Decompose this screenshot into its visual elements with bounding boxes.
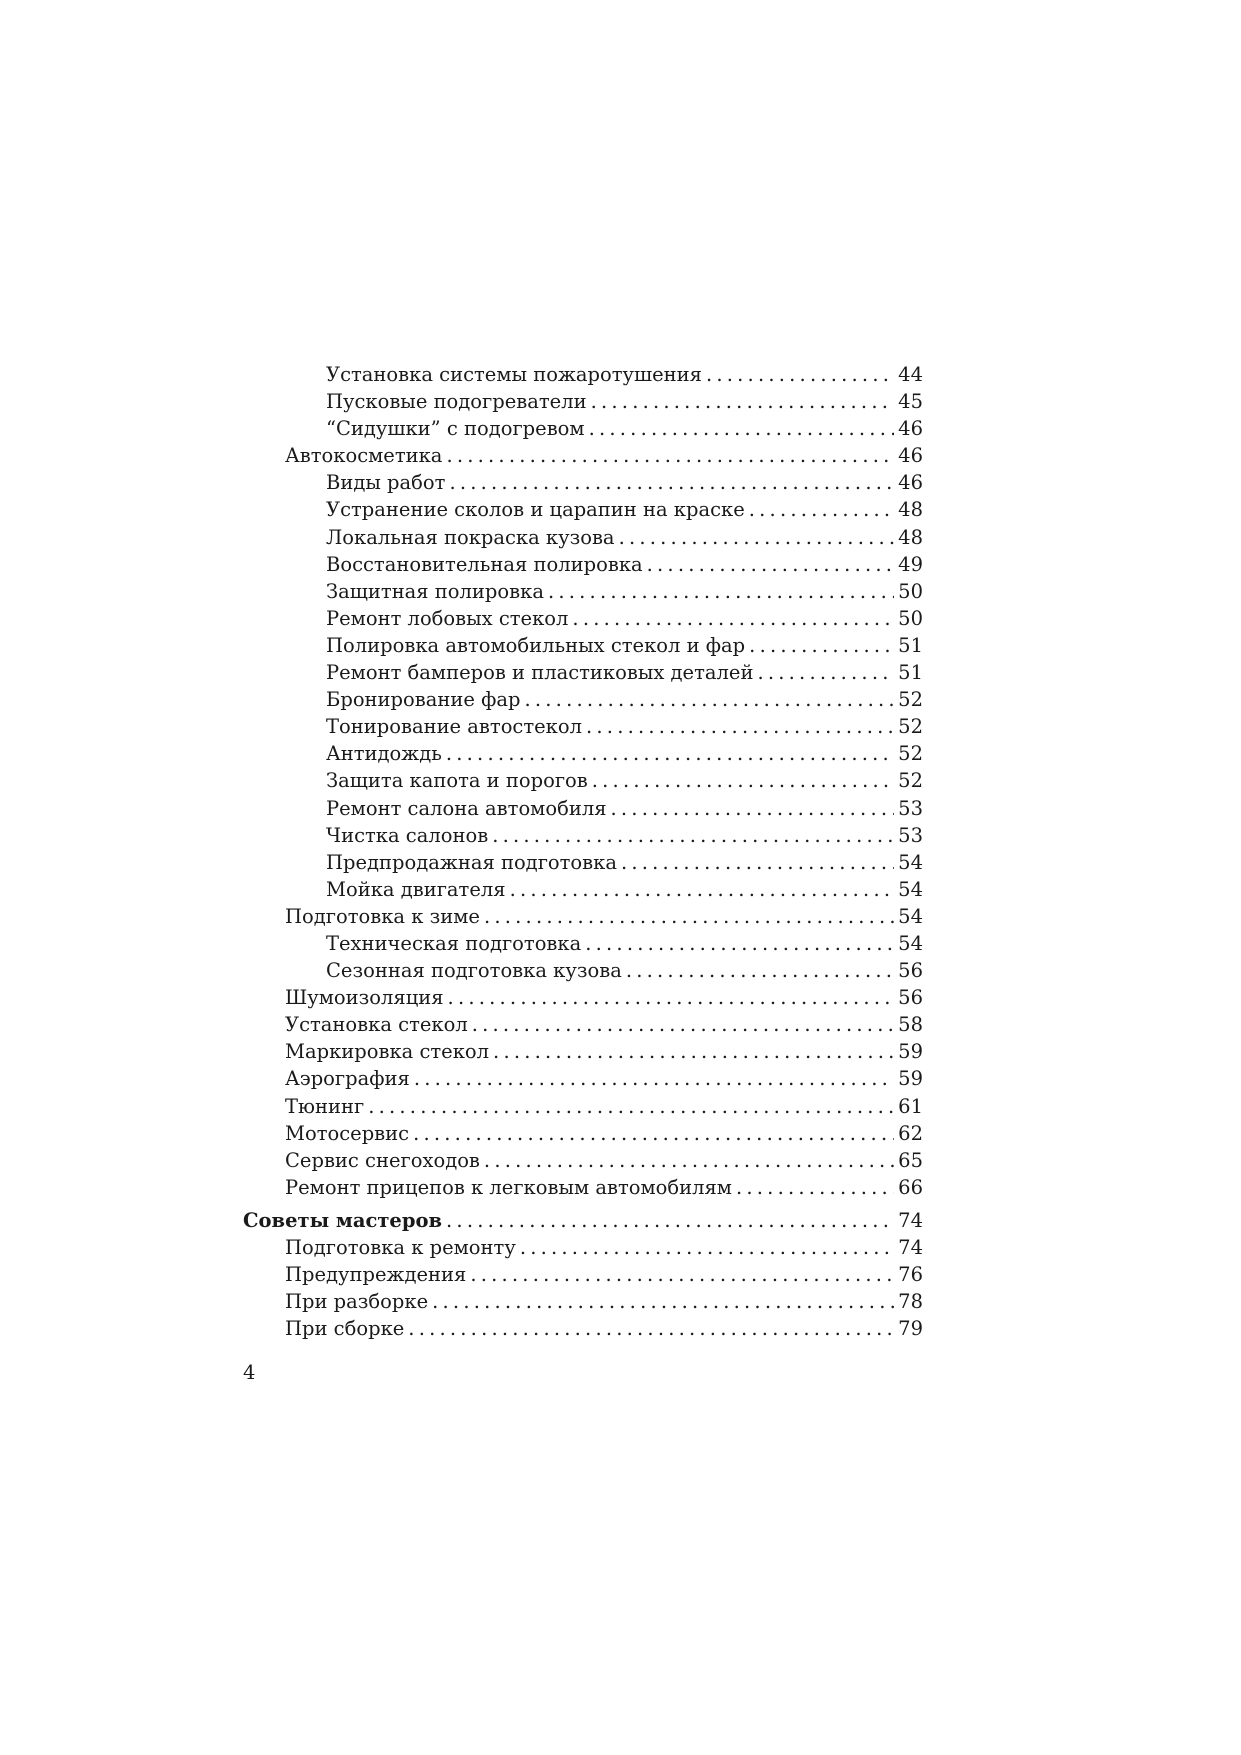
toc-entry-title: Бронирование фар [326,688,521,712]
toc-leader-dots [493,1038,894,1065]
toc-leader-dots [446,442,894,469]
toc-entry[interactable] [243,1120,923,1147]
toc-entry-page: 46 [898,444,923,468]
toc-entry-page: 62 [898,1121,923,1145]
toc-entry-page: 59 [898,1067,923,1091]
toc-entry-title: Аэрография [285,1067,410,1091]
toc-leader-dots [548,578,894,605]
toc-entry-page: 76 [898,1263,923,1287]
toc-entry[interactable] [243,1093,923,1120]
toc-entry-page: 54 [898,931,923,955]
toc-entry-title: Предупреждения [285,1263,467,1287]
toc-entry-page: 51 [898,633,923,657]
toc-entry-title: Тонирование автостекол [326,715,582,739]
toc-entry[interactable] [243,713,923,740]
toc-leader-dots [449,469,894,496]
toc-leader-dots [611,795,895,822]
toc-entry-page: 65 [898,1148,923,1172]
toc-leader-dots [472,1011,894,1038]
toc-entry-title: При сборке [285,1317,405,1341]
toc-entry[interactable] [243,1147,923,1174]
toc-entry-title: Тюнинг [285,1094,365,1118]
toc-entry[interactable] [243,442,923,469]
toc-leader-dots [572,605,894,632]
toc-entry[interactable] [243,551,923,578]
toc-entry-page: 46 [898,417,923,441]
toc-entry[interactable] [243,469,923,496]
toc-section-title: Советы мастеров [243,1208,443,1232]
toc-entry[interactable] [243,659,923,686]
toc-leader-dots [446,1207,894,1234]
toc-entry-title: Виды работ [326,471,446,495]
toc-entry-title: Мойка двигателя [326,877,506,901]
toc-leader-dots [484,1147,894,1174]
toc-entry-title: Чистка салонов [326,823,489,847]
toc-entry-title: “Сидушки” с подогревом [326,417,585,441]
toc-entry[interactable] [243,740,923,767]
toc-leader-dots [585,930,894,957]
toc-entry[interactable] [243,1288,923,1315]
toc-entry[interactable] [243,1011,923,1038]
toc-entry-page: 52 [898,688,923,712]
toc-leader-dots [592,767,894,794]
toc-entry-title: Установка системы пожаротушения [326,363,702,386]
toc-leader-dots [492,822,894,849]
toc-entry-page: 48 [898,498,923,522]
toc-entry-title: Мотосервис [285,1121,410,1145]
toc-entry[interactable] [243,822,923,849]
toc-leader-dots [621,849,894,876]
toc-entry-title: Сезонная подготовка кузова [326,959,622,983]
toc-entry[interactable] [243,605,923,632]
toc-entry-page: 48 [898,525,923,549]
toc-leader-dots [586,713,894,740]
toc-entry-page: 56 [898,986,923,1010]
toc-entry-title: Автокосметика [285,444,443,468]
toc-leader-dots [413,1120,894,1147]
toc-entry-title: Локальная покраска кузова [326,525,615,549]
toc-leader-dots [589,415,895,442]
toc-entry-title: Полировка автомобильных стекол и фар [326,633,746,657]
toc-entry-page: 53 [898,796,923,820]
toc-entry-page: 58 [898,1013,923,1037]
toc-entry-title: Восстановительная полировка [326,552,643,576]
toc-entry[interactable] [243,957,923,984]
toc-entry-page: 79 [898,1317,923,1341]
toc-entry-title: Устранение сколов и царапин на краске [326,498,745,522]
toc-leader-dots [510,876,895,903]
toc-entry-title: Пусковые подогреватели [326,390,587,414]
toc-leader-dots [470,1261,894,1288]
toc-leader-dots [368,1093,894,1120]
toc-entry-page: 45 [898,390,923,414]
toc-leader-dots [591,388,895,415]
toc-entry-page: 54 [898,877,923,901]
toc-entry-page: 66 [898,1175,923,1199]
toc-entry[interactable] [243,1065,923,1092]
toc-entry[interactable] [243,388,923,415]
toc-entry[interactable] [243,767,923,794]
table-of-contents [243,361,923,1342]
toc-entry[interactable] [243,524,923,551]
toc-entry-title: Ремонт лобовых стекол [326,606,569,630]
toc-leader-dots [706,361,894,388]
toc-entry-page: 54 [898,850,923,874]
toc-leader-dots [626,957,894,984]
toc-entry-title: Установка стекол [285,1013,468,1037]
toc-entry-page: 50 [898,579,923,603]
toc-entry[interactable] [243,632,923,659]
toc-leader-dots [736,1174,894,1201]
toc-leader-dots [757,659,894,686]
toc-entry-title: Подготовка к зиме [285,904,480,928]
toc-entry-title: При разборке [285,1290,429,1314]
toc-entry-title: Подготовка к ремонту [285,1236,516,1259]
toc-entry-title: Сервис снегоходов [285,1148,480,1172]
toc-entry[interactable] [243,1234,923,1261]
toc-entry-page: 52 [898,769,923,793]
toc-entry-page: 46 [898,471,923,495]
toc-entry-title: Антидождь [326,742,442,766]
toc-entry-title: Предпродажная подготовка [326,850,617,874]
toc-entry[interactable] [243,795,923,822]
toc-section-entry[interactable] [243,1207,923,1234]
toc-entry[interactable] [243,686,923,713]
toc-entry-page: 78 [898,1290,923,1314]
toc-entry[interactable] [243,1174,923,1201]
toc-entry-title: Ремонт салона автомобиля [326,796,607,820]
toc-leader-dots [414,1065,894,1092]
toc-entry-title: Защитная полировка [326,579,544,603]
toc-entry[interactable] [243,876,923,903]
toc-entry[interactable] [243,361,923,388]
toc-entry-page: 54 [898,904,923,928]
toc-entry-page: 49 [898,552,923,576]
toc-entry[interactable] [243,1261,923,1288]
toc-leader-dots [749,496,894,523]
toc-leader-dots [619,524,895,551]
toc-entry-title: Маркировка стекол [285,1040,490,1064]
toc-entry-page: 56 [898,959,923,983]
toc-entry-title: Техническая подготовка [326,931,582,955]
toc-entry[interactable] [243,903,923,930]
toc-entry[interactable] [243,415,923,442]
toc-entry-title: Шумоизоляция [285,986,444,1010]
toc-entry[interactable] [243,849,923,876]
toc-entry[interactable] [243,930,923,957]
toc-leader-dots [432,1288,894,1315]
toc-leader-dots [749,632,894,659]
toc-leader-dots [448,984,895,1011]
toc-entry[interactable] [243,1038,923,1065]
toc-entry[interactable] [243,496,923,523]
toc-leader-dots [446,740,894,767]
toc-entry-title: Защита капота и порогов [326,769,588,793]
toc-entry-page: 53 [898,823,923,847]
toc-entry-title: Ремонт прицепов к легковым автомобилям [285,1175,732,1199]
toc-entry-page: 44 [898,363,923,386]
toc-entry[interactable] [243,1315,923,1342]
toc-leader-dots [520,1234,894,1261]
toc-entry-page: 74 [898,1236,923,1259]
toc-entry-page: 74 [898,1208,923,1232]
toc-leader-dots [484,903,894,930]
page-number: 4 [243,1361,256,1384]
toc-entry[interactable] [243,984,923,1011]
toc-entry-page: 61 [898,1094,923,1118]
toc-entry[interactable] [243,578,923,605]
toc-leader-dots [647,551,895,578]
toc-entry-title: Ремонт бамперов и пластиковых деталей [326,661,754,685]
toc-entry-page: 52 [898,715,923,739]
toc-entry-page: 51 [898,661,923,685]
toc-entry-page: 52 [898,742,923,766]
toc-entry-page: 50 [898,606,923,630]
toc-entry-page: 59 [898,1040,923,1064]
toc-leader-dots [408,1315,894,1342]
toc-leader-dots [524,686,894,713]
